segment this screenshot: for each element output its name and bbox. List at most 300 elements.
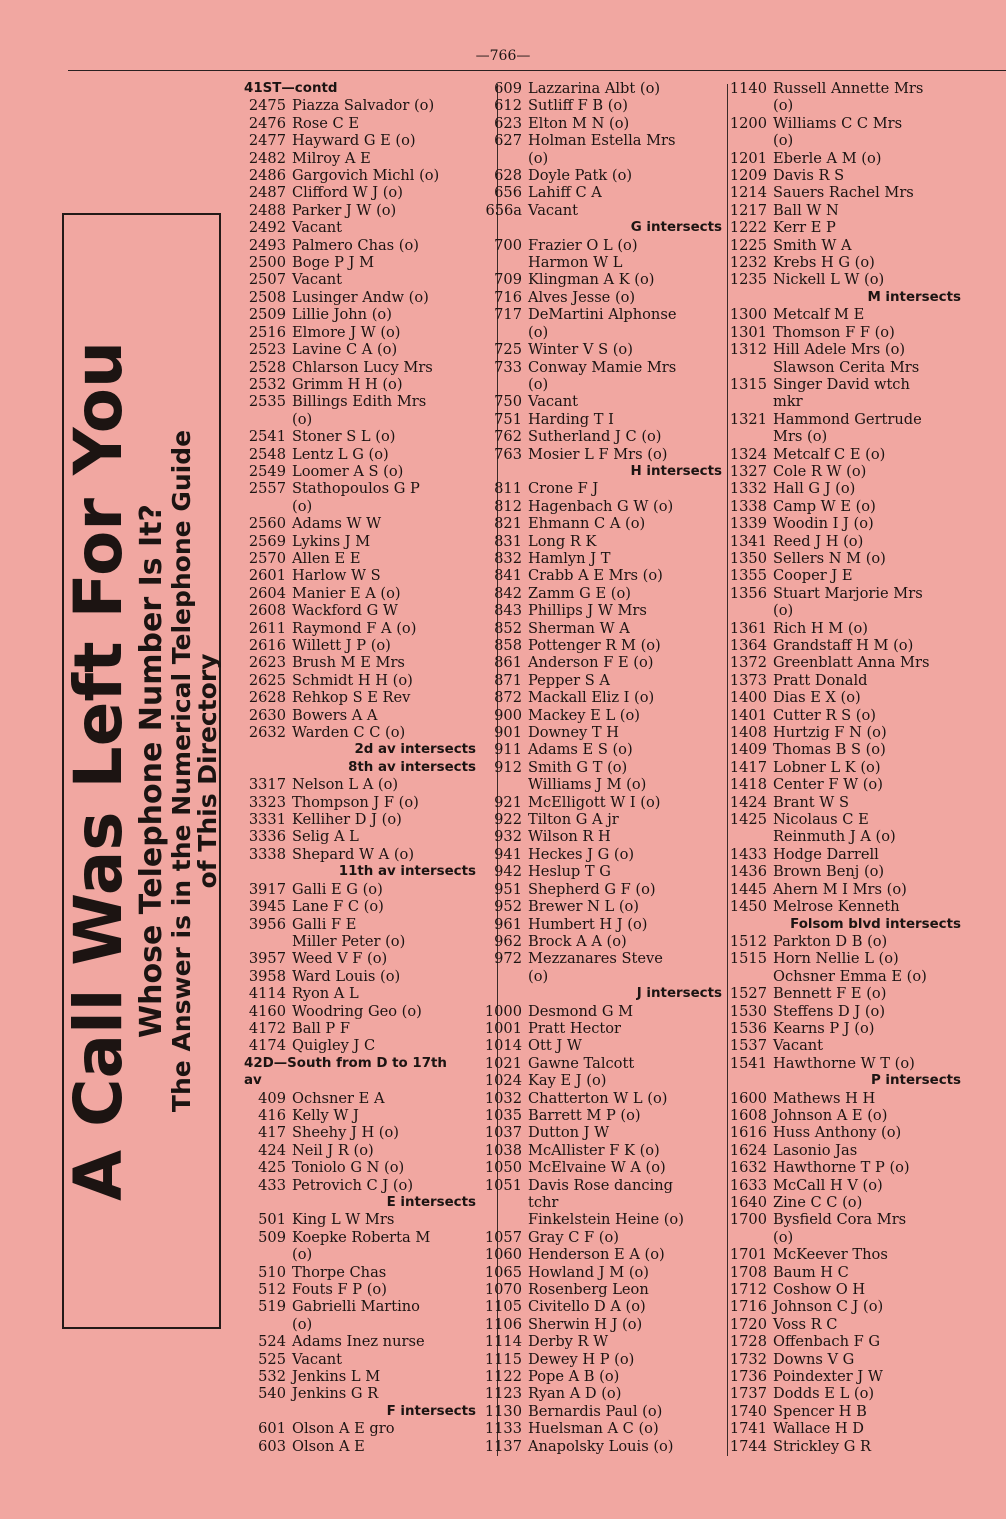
house-number: 524 xyxy=(258,1333,286,1351)
house-number: 750 xyxy=(494,393,522,411)
resident-name: Nickell L W (o) xyxy=(773,271,885,289)
directory-entry xyxy=(725,237,961,254)
house-number: 921 xyxy=(494,793,522,811)
house-number: 912 xyxy=(494,758,522,776)
house-number: 3917 xyxy=(248,880,286,898)
resident-name: Civitello D A (o) xyxy=(528,1298,646,1316)
directory-entry xyxy=(725,881,961,898)
house-number: 717 xyxy=(494,306,522,324)
house-number: 1315 xyxy=(729,375,767,393)
directory-entry xyxy=(244,1438,476,1455)
resident-name: Rich H M (o) xyxy=(773,619,868,637)
directory-entry xyxy=(725,1194,961,1211)
resident-name: Crabb A E Mrs (o) xyxy=(528,567,663,585)
resident-name: Vacant xyxy=(292,1350,343,1368)
directory-entry xyxy=(480,1124,722,1141)
directory-entry xyxy=(480,306,722,323)
resident-name: Pepper S A xyxy=(528,671,610,689)
house-number: 509 xyxy=(258,1228,286,1246)
directory-entry xyxy=(244,359,476,376)
directory-entry xyxy=(480,202,722,219)
directory-entry xyxy=(480,654,722,671)
resident-name: Bysfield Cora Mrs xyxy=(773,1211,907,1229)
directory-entry xyxy=(480,1177,722,1194)
resident-name: Russell Annette Mrs xyxy=(773,80,924,97)
resident-name: Camp W E (o) xyxy=(773,497,876,515)
resident-name: Downey T H xyxy=(528,724,619,742)
house-number: 3323 xyxy=(248,793,286,811)
house-number: 1400 xyxy=(729,689,767,707)
entry-continuation: Williams J M (o) xyxy=(528,776,647,794)
resident-name: Howland J M (o) xyxy=(528,1263,649,1281)
house-number: 1408 xyxy=(729,724,767,742)
directory-entry xyxy=(244,202,476,219)
house-number: 2516 xyxy=(248,323,286,341)
directory-entry xyxy=(244,567,476,584)
resident-name: Stuart Marjorie Mrs xyxy=(773,584,923,602)
directory-entry xyxy=(244,724,476,741)
resident-name: Hawthorne W T (o) xyxy=(773,1054,915,1072)
house-number: 4174 xyxy=(248,1037,286,1055)
house-number: 2476 xyxy=(248,114,286,132)
directory-entry xyxy=(725,620,961,637)
house-number: 3317 xyxy=(248,776,286,794)
directory-entry xyxy=(244,219,476,236)
house-number: 501 xyxy=(258,1211,286,1229)
directory-entry xyxy=(725,1351,961,1368)
directory-entry xyxy=(725,1003,961,1020)
resident-name: Hill Adele Mrs (o) xyxy=(773,341,906,359)
entry-continuation: (o) xyxy=(773,132,794,150)
house-number: 532 xyxy=(258,1368,286,1386)
house-number: 811 xyxy=(494,480,522,498)
resident-name: Thorpe Chas xyxy=(292,1263,387,1281)
resident-name: Shepherd G F (o) xyxy=(528,880,656,898)
resident-name: Holman Estella Mrs xyxy=(528,132,676,150)
house-number: 1057 xyxy=(484,1228,522,1246)
house-number: 1632 xyxy=(729,1159,767,1177)
resident-name: Kelliher D J (o) xyxy=(292,811,402,829)
directory-entry xyxy=(244,898,476,915)
resident-name: Voss R C xyxy=(773,1315,838,1333)
directory-entry xyxy=(725,985,961,1002)
entry-continuation: Mrs (o) xyxy=(773,428,828,446)
directory-entry xyxy=(480,811,722,828)
house-number: 2569 xyxy=(248,532,286,550)
resident-name: Dias E X (o) xyxy=(773,689,861,707)
resident-name: Bernardis Paul (o) xyxy=(528,1402,663,1420)
resident-name: Dodds E L (o) xyxy=(773,1385,875,1403)
resident-name: Brush M E Mrs xyxy=(292,654,405,672)
house-number: 628 xyxy=(494,167,522,185)
directory-entry xyxy=(480,1264,722,1281)
house-number: 2557 xyxy=(248,480,286,498)
house-number: 2601 xyxy=(248,567,286,585)
directory-entry xyxy=(725,585,961,602)
house-number: 2488 xyxy=(248,201,286,219)
directory-entry xyxy=(244,828,476,845)
directory-entry xyxy=(480,550,722,567)
house-number: 4160 xyxy=(248,1002,286,1020)
directory-entry xyxy=(480,933,722,950)
house-number: 1708 xyxy=(729,1263,767,1281)
house-number: 1341 xyxy=(729,532,767,550)
house-number: 1300 xyxy=(729,306,767,324)
resident-name: Sherman W A xyxy=(528,619,630,637)
resident-name: Hurtzig F N (o) xyxy=(773,724,887,742)
directory-entry xyxy=(480,184,722,201)
resident-name: Fouts F P (o) xyxy=(292,1281,387,1299)
resident-name: Pope A B (o) xyxy=(528,1368,620,1386)
resident-name: Sheehy J H (o) xyxy=(292,1124,399,1142)
house-number: 1105 xyxy=(484,1298,522,1316)
resident-name: Weed V F (o) xyxy=(292,950,388,968)
directory-entry xyxy=(480,1298,722,1315)
directory-entry xyxy=(480,1246,722,1263)
directory-entry xyxy=(725,1298,961,1315)
directory-column-2 xyxy=(480,80,722,1455)
entry-continuation: (o) xyxy=(292,1246,313,1264)
resident-name: Rosenberg Leon xyxy=(528,1281,649,1299)
directory-entry xyxy=(725,637,961,654)
directory-entry xyxy=(725,463,961,480)
resident-name: Thomas B S (o) xyxy=(773,741,886,759)
house-number: 2541 xyxy=(248,428,286,446)
resident-name: Humbert H J (o) xyxy=(528,915,648,933)
directory-entry xyxy=(725,480,961,497)
resident-name: Reed J H (o) xyxy=(773,532,864,550)
directory-entry xyxy=(480,1385,722,1402)
directory-entry xyxy=(480,515,722,532)
resident-name: Wackford G W xyxy=(292,602,398,620)
house-number: 1209 xyxy=(729,167,767,185)
directory-entry xyxy=(244,707,476,724)
resident-name: Harding T I xyxy=(528,410,614,428)
directory-entry xyxy=(725,1385,961,1402)
directory-entry xyxy=(244,515,476,532)
directory-entry xyxy=(725,1055,961,1072)
house-number: 1200 xyxy=(729,114,767,132)
resident-name: Selig A L xyxy=(292,828,359,846)
directory-entry xyxy=(244,115,476,132)
house-number: 3956 xyxy=(248,915,286,933)
house-number: 1527 xyxy=(729,985,767,1003)
house-number: 1014 xyxy=(484,1037,522,1055)
house-number: 942 xyxy=(494,863,522,881)
directory-entry xyxy=(480,898,722,915)
resident-name: Chlarson Lucy Mrs xyxy=(292,358,433,376)
entry-continuation: Slawson Cerita Mrs xyxy=(773,358,920,376)
resident-name: Piazza Salvador (o) xyxy=(292,97,435,115)
directory-entry xyxy=(244,689,476,706)
directory-entry xyxy=(244,1264,476,1281)
entry-continuation: (o) xyxy=(292,410,313,428)
directory-entry xyxy=(244,167,476,184)
resident-name: Dewey H P (o) xyxy=(528,1350,635,1368)
directory-entry xyxy=(480,724,722,741)
directory-entry xyxy=(480,428,722,445)
directory-entry xyxy=(480,1020,722,1037)
directory-entry xyxy=(480,480,722,497)
house-number: 1001 xyxy=(484,1019,522,1037)
intersection-label: G intersects xyxy=(630,220,722,236)
house-number: 709 xyxy=(494,271,522,289)
house-number: 4172 xyxy=(248,1019,286,1037)
house-number: 812 xyxy=(494,497,522,515)
house-number: 1640 xyxy=(729,1194,767,1211)
directory-entry xyxy=(244,1385,476,1402)
resident-name: Manier E A (o) xyxy=(292,584,401,602)
directory-entry xyxy=(725,271,961,288)
house-number: 2486 xyxy=(248,167,286,185)
house-number: 416 xyxy=(258,1106,286,1124)
resident-name: Harlow W S xyxy=(292,567,381,585)
directory-entry xyxy=(244,1229,476,1246)
house-number: 1301 xyxy=(729,323,767,341)
house-number: 1024 xyxy=(484,1072,522,1090)
resident-name: McElligott W I (o) xyxy=(528,793,661,811)
house-number: 1130 xyxy=(484,1402,522,1420)
directory-entry xyxy=(244,637,476,654)
directory-entry xyxy=(725,115,961,132)
directory-entry xyxy=(244,1211,476,1228)
directory-entry xyxy=(725,794,961,811)
house-number: 1417 xyxy=(729,758,767,776)
resident-name: Phillips J W Mrs xyxy=(528,602,647,620)
house-number: 1032 xyxy=(484,1089,522,1107)
directory-entry xyxy=(480,794,722,811)
directory-entry xyxy=(244,1107,476,1124)
directory-entry xyxy=(725,324,961,341)
resident-name: Hodge Darrell xyxy=(773,845,879,863)
directory-entry xyxy=(244,1142,476,1159)
directory-entry xyxy=(244,1090,476,1107)
resident-name: Ahern M I Mrs (o) xyxy=(773,880,907,898)
house-number: 1235 xyxy=(729,271,767,289)
resident-name: Klingman A K (o) xyxy=(528,271,655,289)
resident-name: Vacant xyxy=(292,271,343,289)
resident-name: Stathopoulos G P xyxy=(292,480,420,498)
resident-name: Singer David wtch xyxy=(773,375,910,393)
house-number: 424 xyxy=(258,1141,286,1159)
directory-entry xyxy=(725,219,961,236)
directory-entry xyxy=(725,950,961,967)
resident-name: Lusinger Andw (o) xyxy=(292,288,429,306)
directory-entry xyxy=(725,1090,961,1107)
house-number: 1037 xyxy=(484,1124,522,1142)
house-number: 2560 xyxy=(248,515,286,533)
directory-entry xyxy=(480,132,722,149)
house-number: 861 xyxy=(494,654,522,672)
resident-name: Mackey E L (o) xyxy=(528,706,640,724)
house-number: 3336 xyxy=(248,828,286,846)
house-number: 1728 xyxy=(729,1333,767,1351)
house-number: 1332 xyxy=(729,480,767,498)
house-number: 762 xyxy=(494,428,522,446)
house-number: 716 xyxy=(494,288,522,306)
resident-name: Frazier O L (o) xyxy=(528,236,638,254)
house-number: 609 xyxy=(494,80,522,97)
house-number: 1312 xyxy=(729,341,767,359)
resident-name: Rose C E xyxy=(292,114,359,132)
house-number: 2508 xyxy=(248,288,286,306)
directory-entry xyxy=(725,1264,961,1281)
house-number: 1600 xyxy=(729,1089,767,1107)
directory-entry xyxy=(480,1037,722,1054)
house-number: 1701 xyxy=(729,1246,767,1264)
resident-name: Lavine C A (o) xyxy=(292,341,398,359)
directory-entry xyxy=(725,1333,961,1350)
directory-entry xyxy=(480,1003,722,1020)
directory-entry xyxy=(244,1298,476,1315)
directory-entry xyxy=(480,741,722,758)
intersection-label: 2d av intersects xyxy=(354,742,476,758)
house-number: 1035 xyxy=(484,1106,522,1124)
resident-name: Olson A E xyxy=(292,1437,365,1455)
house-number: 1744 xyxy=(729,1437,767,1455)
resident-name: Williams C C Mrs xyxy=(773,114,903,132)
house-number: 1450 xyxy=(729,898,767,916)
directory-entry xyxy=(244,480,476,497)
directory-entry xyxy=(244,811,476,828)
directory-entry xyxy=(480,1316,722,1333)
house-number: 2632 xyxy=(248,724,286,742)
resident-name: Offenbach F G xyxy=(773,1333,881,1351)
resident-name: Neil J R (o) xyxy=(292,1141,374,1159)
house-number: 941 xyxy=(494,845,522,863)
house-number: 852 xyxy=(494,619,522,637)
directory-entry xyxy=(244,654,476,671)
resident-name: Brewer N L (o) xyxy=(528,898,639,916)
resident-name: Vacant xyxy=(292,219,343,237)
house-number: 1201 xyxy=(729,149,767,167)
directory-entry xyxy=(480,846,722,863)
resident-name: Dutton J W xyxy=(528,1124,610,1142)
directory-entry xyxy=(725,724,961,741)
directory-entry xyxy=(725,498,961,515)
directory-entry xyxy=(244,1351,476,1368)
resident-name: Pratt Donald xyxy=(773,671,868,689)
resident-name: Thomson F F (o) xyxy=(773,323,895,341)
house-number: 603 xyxy=(258,1437,286,1455)
resident-name: Shepard W A (o) xyxy=(292,845,415,863)
directory-entry xyxy=(244,550,476,567)
resident-name: Boge P J M xyxy=(292,254,375,272)
house-number: 763 xyxy=(494,445,522,463)
directory-entry xyxy=(244,254,476,271)
house-number: 2477 xyxy=(248,132,286,150)
house-number: 1736 xyxy=(729,1368,767,1386)
directory-entry xyxy=(244,271,476,288)
ad-answer-line-2: of This Directory xyxy=(192,653,222,889)
directory-entry xyxy=(725,1246,961,1263)
house-number: 951 xyxy=(494,880,522,898)
directory-entry xyxy=(244,184,476,201)
entry-continuation: Ochsner Emma E (o) xyxy=(773,967,927,985)
house-number: 821 xyxy=(494,515,522,533)
resident-name: Eberle A M (o) xyxy=(773,149,882,167)
directory-entry xyxy=(244,1003,476,1020)
resident-name: Davis Rose dancing xyxy=(528,1176,674,1194)
house-number: 1339 xyxy=(729,515,767,533)
resident-name: Mackall Eliz I (o) xyxy=(528,689,655,707)
entry-continuation: (o) xyxy=(773,1228,794,1246)
directory-entry xyxy=(244,950,476,967)
directory-entry xyxy=(725,411,961,428)
resident-name: Ball P F xyxy=(292,1019,350,1037)
house-number: 1350 xyxy=(729,549,767,567)
house-number: 858 xyxy=(494,637,522,654)
directory-entry xyxy=(480,167,722,184)
house-number: 1050 xyxy=(484,1159,522,1177)
house-number: 700 xyxy=(494,236,522,254)
house-number: 1038 xyxy=(484,1141,522,1159)
house-number: 1122 xyxy=(484,1368,522,1386)
house-number: 2625 xyxy=(248,671,286,689)
directory-entry xyxy=(725,741,961,758)
directory-column-1 xyxy=(244,80,476,1455)
resident-name: Woodin I J (o) xyxy=(773,515,874,533)
directory-entry xyxy=(244,916,476,933)
resident-name: Gray C F (o) xyxy=(528,1228,619,1246)
directory-entry xyxy=(480,1281,722,1298)
resident-name: Toniolo G N (o) xyxy=(292,1159,405,1177)
entry-continuation: mkr xyxy=(773,393,803,411)
directory-entry xyxy=(725,1403,961,1420)
directory-entry xyxy=(480,393,722,410)
resident-name: Cole R W (o) xyxy=(773,462,867,480)
directory-entry xyxy=(244,446,476,463)
resident-name: Henderson E A (o) xyxy=(528,1246,665,1264)
entry-continuation: Finkelstein Heine (o) xyxy=(528,1211,684,1229)
resident-name: Desmond G M xyxy=(528,1002,634,1020)
resident-name: Sherwin H J (o) xyxy=(528,1315,643,1333)
directory-entry xyxy=(725,898,961,915)
resident-name: Sellers N M (o) xyxy=(773,549,886,567)
resident-name: Elton M N (o) xyxy=(528,114,630,132)
resident-name: Doyle Patk (o) xyxy=(528,167,633,185)
resident-name: Billings Edith Mrs xyxy=(292,393,427,411)
entry-continuation: Miller Peter (o) xyxy=(292,932,406,950)
top-rule xyxy=(68,70,1006,71)
resident-name: Quigley J C xyxy=(292,1037,376,1055)
directory-entry xyxy=(480,289,722,306)
street-heading: 41ST—contd xyxy=(244,81,338,96)
directory-entry xyxy=(480,672,722,689)
directory-entry xyxy=(725,1020,961,1037)
resident-name: Ott J W xyxy=(528,1037,582,1055)
house-number: 409 xyxy=(258,1089,286,1107)
house-number: 1000 xyxy=(484,1002,522,1020)
resident-name: Jenkins G R xyxy=(292,1385,379,1403)
directory-entry xyxy=(480,567,722,584)
directory-entry xyxy=(480,1420,722,1437)
resident-name: Lasonio Jas xyxy=(773,1141,858,1159)
resident-name: Mezzanares Steve xyxy=(528,950,663,968)
directory-entry xyxy=(480,115,722,132)
directory-entry xyxy=(725,254,961,271)
house-number: 932 xyxy=(494,828,522,846)
resident-name: Heckes J G (o) xyxy=(528,845,635,863)
resident-name: Palmero Chas (o) xyxy=(292,236,419,254)
house-number: 2532 xyxy=(248,375,286,393)
directory-entry xyxy=(480,881,722,898)
resident-name: Lahiff C A xyxy=(528,184,602,202)
resident-name: McElvaine W A (o) xyxy=(528,1159,666,1177)
resident-name: Kearns P J (o) xyxy=(773,1019,875,1037)
intersection-label: Folsom blvd intersects xyxy=(790,916,961,932)
resident-name: Bowers A A xyxy=(292,706,378,724)
